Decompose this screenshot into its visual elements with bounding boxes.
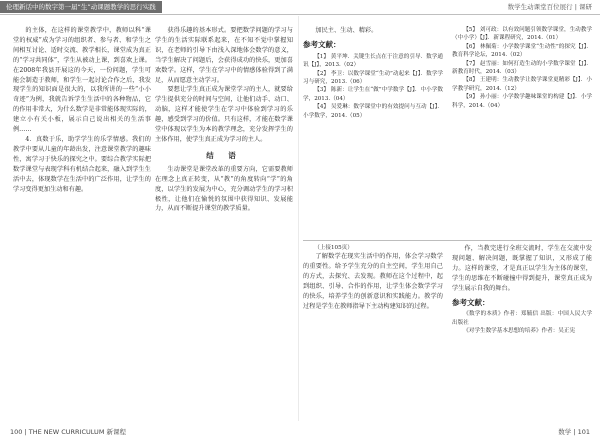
reference-item: 《对学生数学基本思想的培养》作者：吴正宪 (463, 328, 576, 335)
page-header (0, 0, 600, 14)
body-paragraph: 了解数学在现实生活中的作用，体会学习数学的重要性。给予学生充分的自主空间，学生用自己的方式，去探究、去发现。教师在这个过程中，起到组织、引导、合作的作用，让学生体会数学学习的快乐，培养学生的创新意识和实践能力。教学的过程是学生在教师指导下主动构建知识的过程。 (303, 253, 443, 310)
header-rule (0, 14, 600, 15)
body-paragraph: 作，当教完进行全班交流时，学生在交流中发现问题、解决问题，既掌握了知识，又形成了能力。这样的课堂，才是真正以学生为主体的课堂，学生的思维在不断碰撞中得到提升，课堂真正成为学生展示自我的舞台。 (452, 245, 592, 292)
body-paragraph: 加民主、生动、精彩。 (315, 27, 378, 34)
body-paragraph: 要想让学生真正成为课堂学习的主人，就要给学生提供充分的时间与空间，让他们动手、动口、动脑，这样才能使学生在学习中体验到学习的乐趣，感受到学习的价值。只有这样，才能在数学课堂中体现以学生为本的教学理念，充分发挥学生的主体作用，使学生真正成为学习的主人。 (155, 86, 293, 143)
header-section-label: 数学生动课堂百位展行 | 课研 (507, 3, 592, 11)
page-footer (0, 424, 600, 439)
page-gutter (298, 16, 299, 421)
footer-left-page-number: 100 | THE NEW CURRICULUM 新课程 (10, 428, 126, 436)
references-title: 参考文献： (303, 39, 341, 49)
conclusion-paragraph: 生动课堂是课堂改革的重要方向，它需要教师在理念上真正转变，从“教”的角度转向“学”的角度，以学生的发展为中心，充分调动学生的学习积极性，让他们在愉悦的氛围中获得知识、发展能力，从而不断提升课堂的教学质量。 (155, 165, 293, 213)
continuation-label: （上接105页） (314, 245, 353, 251)
body-paragraph: 的主体，在这样的课堂教学中，教师以科“课堂的权威”成为学习的组织者、参与者、和学生之间相互讨论、适时交流、教学相长，课堂成为真正的“学习共同体”，学生从被动上课，到喜欢上课。在2008年我县开展这的今天，一份问题，学生可能会制造于教师，和学生一起讨论合作之后，我发现学生的知识面是很大的，以我所讲的一些“小小奇迹”为例，我就告诉学生生活中的各种物品，它的作用非常大，为什么数学是非常能体现实际的，建立小有关小板，展示自己说出相关的生活事例…… (13, 27, 151, 134)
body-paragraph: 4．真数于乐，助学学生的乐学情感。我们的教学中要从儿童的年龄出发，注意课堂教学的趣味性，寓学习于快乐的探究之中。要综合教学实际把数学课堂与表现学科有机结合起来，融入到学生生活中去，体现数学在生活中的广泛作用，让学生的学习变得更加生动和有趣。 (13, 135, 151, 193)
reference-item: 【1】 黄平坤．关键生长点在于注意的引导．数学通讯【J】，2013.（02） (303, 53, 443, 69)
right-column-1-top (303, 26, 443, 120)
header-series-title: 伦理新话中的数字第一届“生”动课题教学的思行实践 (0, 1, 162, 13)
section-divider (303, 240, 592, 241)
body-paragraph: 获得乐趣的基本形式。要把数学问题的学习与学生的生活实际联系起来，在不知不觉中掌握知识，在老师的引导下由浅入深地体会数学的意义，当学生解决了问题后，会获得成功的快乐，更加喜欢数学。这样，学生在学习中的情感体验得到了满足，从而愿意主动学习。 (155, 27, 293, 84)
reference-item: 《数学的本质》作者：郑毓信 出版：中国人民大学出版社 (452, 311, 592, 326)
footer-right-page-number: 数学 | 101 (558, 428, 590, 436)
reference-item: 【9】 孙小丽：小学数学趣味课堂的构建【J】．小学科学，2014.（04） (452, 94, 592, 109)
reference-item: 【6】 林佩菊：小学数学课堂“生动性”的探究【J】．教育科学论坛，2014.（02） (452, 43, 592, 59)
reference-item: 【2】 李卫：以数学课堂“生动”动起来【J】．数学学习与研究，2013.（06） (303, 70, 443, 86)
reference-item: 【5】 刘可政：以有效问题引领数学课堂，生动教学（中小学）【J】．新课程研究，2014.（01） (452, 27, 592, 42)
right-column-2-top (452, 26, 592, 110)
reference-item: 【8】 王建明：生动教学让数学课堂更精彩【J】．小学教学研究，2014.（12） (452, 77, 592, 92)
reference-item: 【7】 赵雪丽：如何打造生动的小学数学课堂【J】．新教育时代，2014.（03） (452, 60, 592, 76)
right-column-2-bottom (452, 244, 592, 429)
reference-item: 【3】 陈新：让学生在“做”中学数学【J】．中小学数学，2013.（04） (303, 87, 443, 102)
reference-item: 【4】 吴爱琳：数学课堂中的有效提问与互动【J】．小学数学，2014.（05） (303, 104, 443, 119)
references-title: 参考文献： (452, 297, 490, 307)
left-column-2 (155, 26, 293, 422)
conclusion-heading: 结 语 (206, 150, 242, 160)
left-column-1 (13, 26, 151, 422)
right-column-1-bottom (303, 244, 443, 429)
